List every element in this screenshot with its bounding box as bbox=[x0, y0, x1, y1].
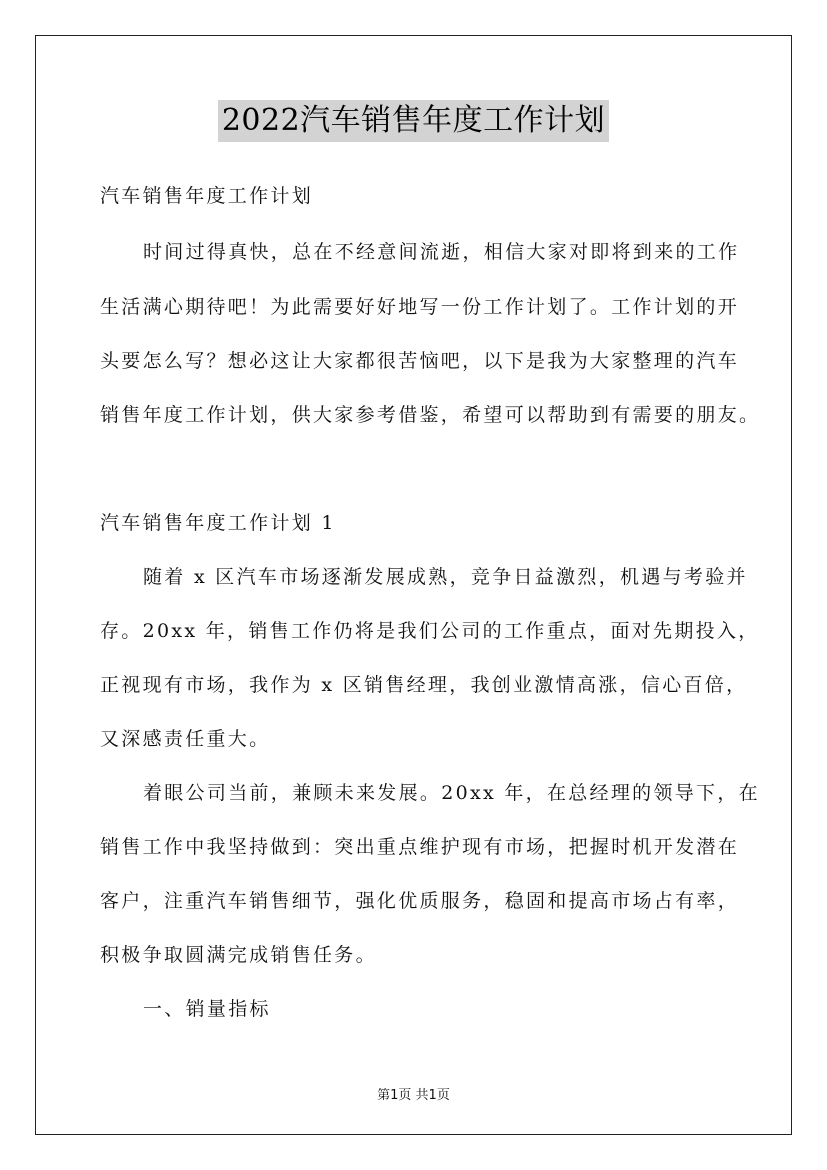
paragraph-line: 销售年度工作计划，供大家参考借鉴，希望可以帮助到有需要的朋友。 bbox=[100, 404, 761, 426]
paragraph-line: 着眼公司当前，兼顾未来发展。20xx 年，在总经理的领导下，在 bbox=[143, 782, 760, 804]
list-heading: 一、销量指标 bbox=[143, 998, 271, 1020]
paragraph-line: 正视现有市场，我作为 x 区销售经理，我创业激情高涨，信心百倍， bbox=[100, 674, 748, 696]
subtitle: 汽车销售年度工作计划 bbox=[100, 185, 314, 207]
page-footer: 第1页 共1页 bbox=[377, 1088, 450, 1103]
title-container bbox=[0, 100, 827, 142]
paragraph-line: 生活满心期待吧！为此需要好好地写一份工作计划了。工作计划的开 bbox=[100, 296, 740, 318]
paragraph-line: 随着 x 区汽车市场逐渐发展成熟，竞争日益激烈，机遇与考验并 bbox=[143, 566, 748, 588]
paragraph-line: 时间过得真快，总在不经意间流逝，相信大家对即将到来的工作 bbox=[143, 241, 740, 263]
paragraph-line: 客户，注重汽车销售细节，强化优质服务，稳固和提高市场占有率， bbox=[100, 890, 740, 912]
paragraph-line: 又深感责任重大。 bbox=[100, 728, 271, 750]
paragraph-line: 积极争取圆满完成销售任务。 bbox=[100, 944, 377, 966]
paragraph-line: 存。20xx 年，销售工作仍将是我们公司的工作重点，面对先期投入， bbox=[100, 620, 760, 642]
paragraph-line: 销售工作中我坚持做到：突出重点维护现有市场，把握时机开发潜在 bbox=[100, 836, 740, 858]
document-title: 2022汽车销售年度工作计划 bbox=[218, 100, 609, 142]
paragraph-line: 头要怎么写？想必这让大家都很苦恼吧，以下是我为大家整理的汽车 bbox=[100, 350, 740, 372]
section-heading: 汽车销售年度工作计划 1 bbox=[100, 512, 336, 534]
